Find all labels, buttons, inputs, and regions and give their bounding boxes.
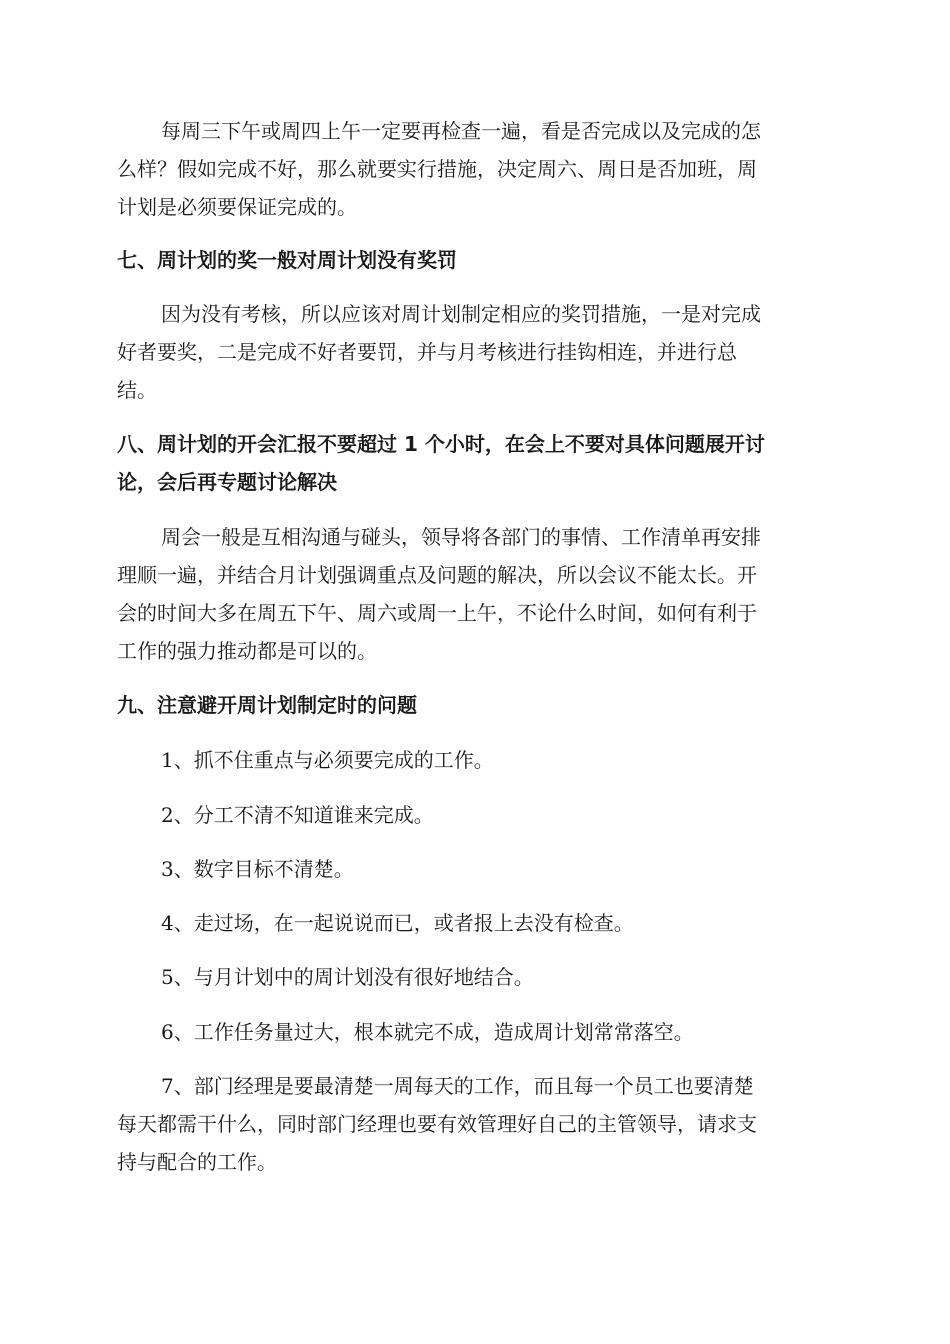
- paragraph-manager: [117, 1067, 837, 1181]
- text-line: 么样？假如完成不好，那么就要实行措施，决定周六、周日是否加班，周: [117, 157, 757, 181]
- text-line: 计划是必须要保证完成的。: [117, 195, 357, 219]
- heading-section-7: [117, 241, 837, 279]
- text-line: 理顺一遍，并结合月计划强调重点及问题的解决，所以会议不能太长。开: [117, 563, 757, 587]
- heading-section-8: [117, 425, 837, 501]
- list-item: 4、走过场，在一起说说而已，或者报上去没有检查。: [161, 911, 634, 935]
- paragraph-rewards: [117, 295, 837, 409]
- heading-text: 八、周计划的开会汇报不要超过 1 个小时，在会上不要对具体问题展开讨: [117, 432, 765, 456]
- heading-text: 论，会后再专题讨论解决: [117, 470, 337, 494]
- list-item: 2、分工不清不知道谁来完成。: [161, 803, 434, 827]
- text-line: 结。: [117, 378, 157, 402]
- text-line: 周会一般是互相沟通与碰头，领导将各部门的事情、工作清单再安排: [161, 525, 761, 549]
- paragraph-weekly-check: [117, 112, 837, 226]
- text-line: 因为没有考核，所以应该对周计划制定相应的奖罚措施，一是对完成: [161, 302, 761, 326]
- list-item: 3、数字目标不清楚。: [161, 857, 354, 881]
- text-line: 7、部门经理是要最清楚一周每天的工作，而且每一个员工也要清楚: [161, 1074, 754, 1098]
- list-item: 5、与月计划中的周计划没有很好地结合。: [161, 965, 534, 989]
- text-line: 持与配合的工作。: [117, 1150, 277, 1174]
- text-line: 每天都需干什么，同时部门经理也要有效管理好自己的主管领导，请求支: [117, 1112, 757, 1136]
- heading-text: 七、周计划的奖一般对周计划没有奖罚: [117, 248, 457, 272]
- text-line: 好者要奖，二是完成不好者要罚，并与月考核进行挂钩相连，并进行总: [117, 340, 737, 364]
- list-item: 6、工作任务量过大，根本就完不成，造成周计划常常落空。: [161, 1020, 694, 1044]
- text-line: 每周三下午或周四上午一定要再检查一遍，看是否完成以及完成的怎: [161, 119, 761, 143]
- heading-section-9: [117, 686, 837, 724]
- text-line: 会的时间大多在周五下午、周六或周一上午，不论什么时间，如何有利于: [117, 601, 757, 625]
- heading-text: 九、注意避开周计划制定时的问题: [117, 693, 417, 717]
- text-line: 工作的强力推动都是可以的。: [117, 639, 377, 663]
- list-item: 1、抓不住重点与必须要完成的工作。: [161, 748, 494, 772]
- paragraph-meeting: [117, 518, 837, 670]
